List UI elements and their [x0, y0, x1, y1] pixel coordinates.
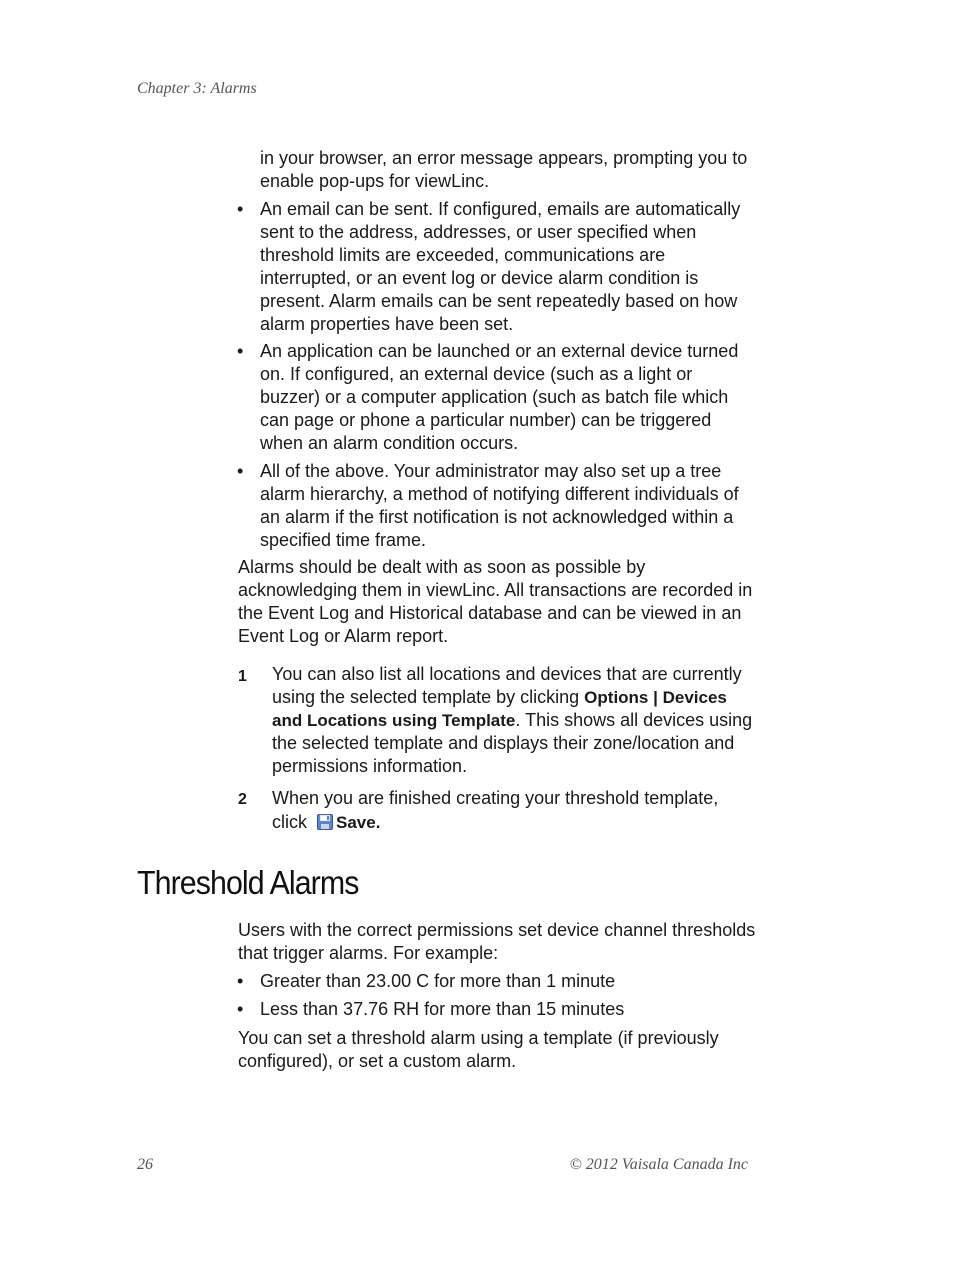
- step-number: 1: [238, 668, 247, 685]
- section-heading: Threshold Alarms: [137, 864, 359, 901]
- save-icon: [317, 812, 333, 828]
- bullet-text: An email can be sent. If configured, emails are automatically sent to the address, addresses, or user specified when threshold limits are exceeded, communications are interrupted, or an event log or device alarm condition is present. Alarm emails can be sent repeatedly based on how alarm properties have been set.: [260, 199, 741, 334]
- save-label: Save.: [336, 813, 381, 832]
- step-number: 2: [238, 791, 247, 808]
- step-text: [272, 663, 758, 778]
- bullet-text: Greater than 23.00 C for more than 1 minute: [260, 971, 616, 991]
- bullet-marker: •: [237, 999, 244, 1019]
- step-text: [272, 786, 758, 835]
- bullet-marker: •: [237, 199, 244, 219]
- menu-path: Options | Devices and Locations using Template: [272, 688, 727, 730]
- step-text-before: When you are finished creating your threshold template, click: [272, 788, 719, 832]
- body-paragraph: Alarms should be dealt with as soon as possible by acknowledging them in viewLinc. All transactions are recorded in the Event Log and Historical database and can be viewed in an Event Log or Alarm report.: [238, 557, 753, 646]
- running-head: Chapter 3: Alarms: [137, 80, 257, 97]
- bullet-marker: •: [237, 341, 244, 361]
- step-text-after: . This shows all devices using the selected template and displays their zone/location and permissions information.: [272, 710, 753, 776]
- bullet-text: All of the above. Your administrator may also set up a tree alarm hierarchy, a method of notifying different individuals of an alarm if the first notification is not acknowledged within a specified time frame.: [260, 461, 739, 550]
- bullet-text: An application can be launched or an external device turned on. If configured, an external device (such as a light or buzzer) or a computer application (such as batch file which can page or phone a particular number) can be triggered when an alarm condition occurs.: [260, 341, 739, 453]
- page-number: 26: [137, 1156, 153, 1173]
- step-text-before: You can also list all locations and devices that are currently using the selected template by clicking: [272, 664, 742, 707]
- bullet-marker: •: [237, 971, 244, 991]
- bullet-text: Less than 37.76 RH for more than 15 minutes: [260, 999, 625, 1019]
- copyright: © 2012 Vaisala Canada Inc: [569, 1156, 748, 1173]
- continued-paragraph: in your browser, an error message appears, prompting you to enable pop-ups for viewLinc.: [260, 148, 748, 191]
- bullet-marker: •: [237, 461, 244, 481]
- intro-paragraph: Users with the correct permissions set device channel thresholds that trigger alarms. For example:: [238, 920, 756, 963]
- closing-paragraph: You can set a threshold alarm using a template (if previously configured), or set a custom alarm.: [238, 1028, 719, 1071]
